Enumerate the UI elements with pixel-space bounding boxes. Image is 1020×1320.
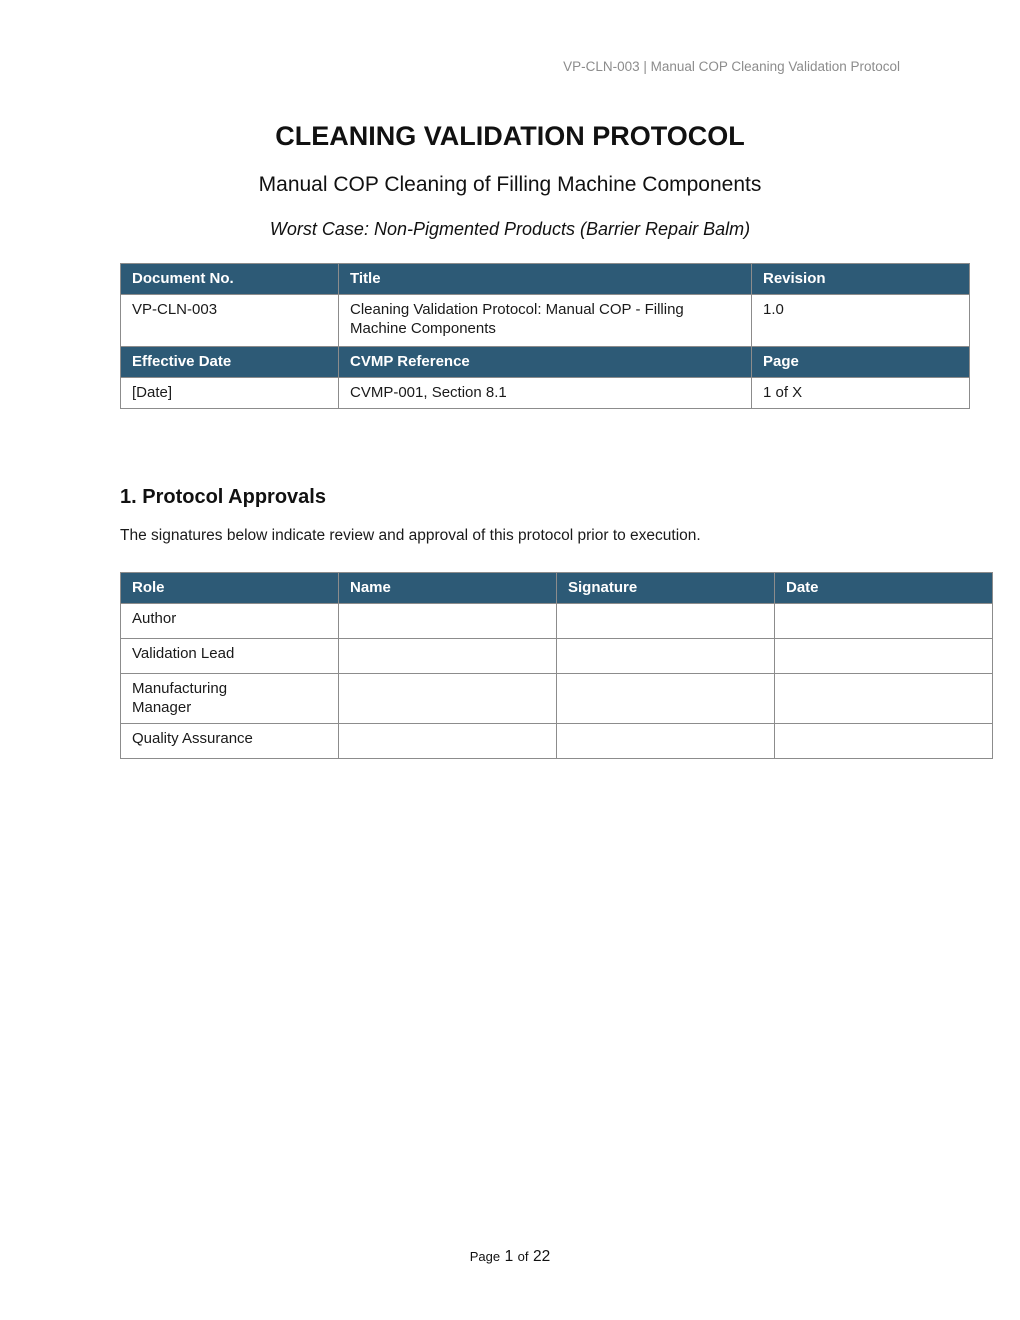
name-cell [339, 674, 557, 724]
role-label: Manufacturing Manager [132, 680, 228, 716]
header-signature: Signature [557, 573, 775, 604]
date-cell [775, 639, 993, 674]
role-label: Validation Lead [132, 645, 235, 662]
role-label: Quality Assurance [132, 730, 253, 747]
role-cell [121, 639, 339, 674]
page-footer [0, 1248, 1020, 1266]
document-subtitle: Manual COP Cleaning of Filling Machine Components [258, 173, 762, 196]
name-cell [339, 724, 557, 759]
footer-page-number: 1 [504, 1248, 514, 1265]
signature-cell [557, 724, 775, 759]
page-header-reference: VP-CLN-003 | Manual COP Cleaning Validation Protocol [563, 59, 900, 74]
footer-page-word: Page [469, 1249, 501, 1264]
header-role: Role [121, 573, 339, 604]
cell-page: 1 of X [752, 378, 970, 409]
cell-cvmp-reference: CVMP-001, Section 8.1 [339, 378, 752, 409]
signature-cell [557, 674, 775, 724]
footer-total-pages: 22 [532, 1248, 551, 1265]
section-1-heading: 1. Protocol Approvals [120, 486, 326, 508]
doc-info-header-row-1 [121, 264, 970, 295]
cell-revision: 1.0 [752, 295, 970, 347]
worst-case-line: Worst Case: Non-Pigmented Products (Barrier Repair Balm) [269, 219, 751, 239]
doc-info-header-row-2 [121, 347, 970, 378]
doc-info-data-row-2 [121, 378, 970, 409]
date-cell [775, 724, 993, 759]
approval-row-validation-lead [121, 639, 993, 674]
approvals-header-row [121, 573, 993, 604]
section-1-intro-text: The signatures below indicate review and approval of this protocol prior to execution. [120, 527, 701, 544]
header-document-no: Document No. [121, 264, 339, 295]
header-name: Name [339, 573, 557, 604]
cell-title: Cleaning Validation Protocol: Manual COP - Filling Machine Components [339, 295, 752, 347]
signature-cell [557, 639, 775, 674]
header-page: Page [752, 347, 970, 378]
signature-cell [557, 604, 775, 639]
name-cell [339, 639, 557, 674]
approval-row-quality-assurance [121, 724, 993, 759]
document-info-table [120, 263, 970, 409]
header-date: Date [775, 573, 993, 604]
header-title: Title [339, 264, 752, 295]
approval-row-author [121, 604, 993, 639]
header-cvmp-reference: CVMP Reference [339, 347, 752, 378]
role-cell [121, 604, 339, 639]
date-cell [775, 674, 993, 724]
name-cell [339, 604, 557, 639]
role-cell [121, 724, 339, 759]
header-effective-date: Effective Date [121, 347, 339, 378]
doc-info-data-row-1 [121, 295, 970, 347]
approval-row-manufacturing-manager [121, 674, 993, 724]
role-label: Author [132, 610, 177, 627]
document-title: CLEANING VALIDATION PROTOCOL [275, 121, 745, 151]
approvals-table [120, 572, 993, 759]
date-cell [775, 604, 993, 639]
footer-of-word: of [517, 1249, 529, 1264]
header-revision: Revision [752, 264, 970, 295]
cell-effective-date: [Date] [121, 378, 339, 409]
cell-document-no: VP-CLN-003 [121, 295, 339, 347]
role-cell [121, 674, 339, 724]
